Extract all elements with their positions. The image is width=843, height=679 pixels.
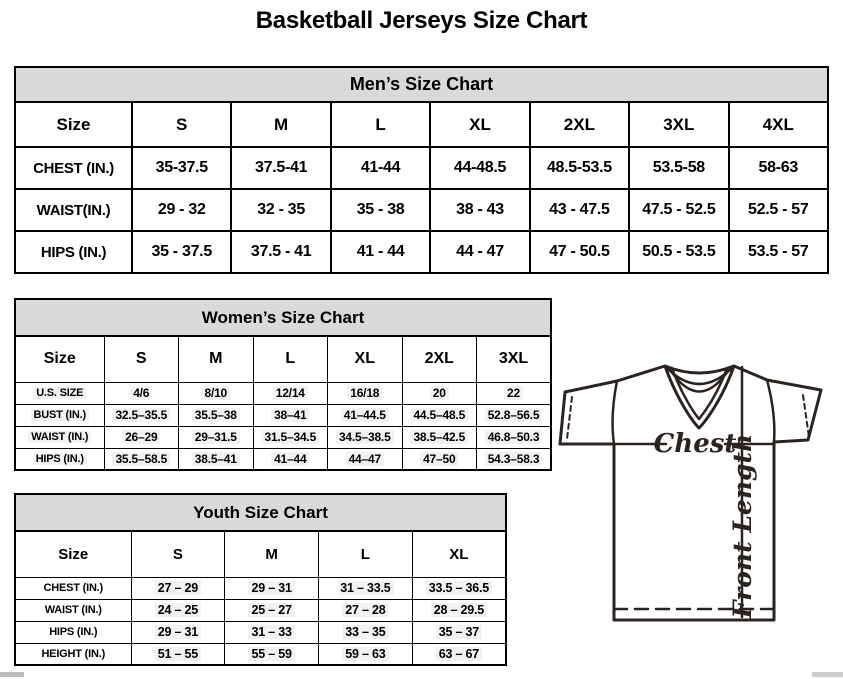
column-header-cell: XL xyxy=(328,336,403,382)
value-text: 29–31.5 xyxy=(192,430,240,444)
row-label-text: U.S. SIZE xyxy=(33,387,86,399)
value-cell: 52.5 - 57 xyxy=(729,189,828,231)
value-text: 44.5–48.5 xyxy=(410,408,468,422)
column-header-cell: S xyxy=(104,336,179,382)
value-cell: 47.5 - 52.5 xyxy=(629,189,728,231)
value-cell xyxy=(477,404,552,426)
jersey-measurement-diagram xyxy=(553,354,840,634)
value-cell xyxy=(412,577,506,599)
value-cell: 44 - 47 xyxy=(430,231,529,273)
table-row xyxy=(15,643,506,665)
value-text: 38–41 xyxy=(271,408,309,422)
row-label-cell: WAIST (IN.) xyxy=(15,599,131,621)
value-cell xyxy=(319,577,413,599)
value-text: 41–44 xyxy=(271,452,309,466)
value-cell xyxy=(412,599,506,621)
value-text: 22 xyxy=(504,386,523,400)
value-text: 27 – 29 xyxy=(155,581,201,595)
column-header-cell: M xyxy=(179,336,254,382)
table-row xyxy=(15,147,828,189)
table-row xyxy=(15,426,551,448)
value-text: 33 – 35 xyxy=(342,625,388,639)
value-text: 34.5–38.5 xyxy=(336,430,394,444)
value-text: 55 – 59 xyxy=(248,647,294,661)
value-cell: 41-44 xyxy=(331,147,430,189)
table-row xyxy=(15,382,551,404)
table-row xyxy=(15,189,828,231)
value-cell xyxy=(319,599,413,621)
column-header-cell: M xyxy=(225,531,319,577)
value-text: 16/18 xyxy=(347,386,382,400)
value-cell xyxy=(131,577,225,599)
size-header-cell: Size xyxy=(15,336,104,382)
value-cell: 47 - 50.5 xyxy=(530,231,629,273)
value-cell: 35-37.5 xyxy=(132,147,231,189)
value-cell: 38 - 43 xyxy=(430,189,529,231)
column-header-cell: XL xyxy=(412,531,506,577)
page-title: Basketball Jerseys Size Chart xyxy=(255,7,588,34)
value-cell xyxy=(328,448,403,470)
value-text: 38.5–41 xyxy=(192,452,240,466)
value-cell: 32 - 35 xyxy=(231,189,330,231)
value-cell: 41 - 44 xyxy=(331,231,430,273)
row-label-cell: HIPS (IN.) xyxy=(15,621,131,643)
value-text: 35.5–38 xyxy=(192,408,240,422)
value-text: 33.5 – 36.5 xyxy=(426,581,492,595)
value-cell xyxy=(104,448,179,470)
row-label-text: WAIST (IN.) xyxy=(28,431,91,443)
horizontal-scrollbar-thumb-left[interactable] xyxy=(0,672,24,677)
value-text: 44–47 xyxy=(346,452,384,466)
right-armhole-seam xyxy=(767,380,774,442)
value-text: 28 – 29.5 xyxy=(431,603,487,617)
column-header-cell: 2XL xyxy=(530,102,629,147)
value-cell: 53.5-58 xyxy=(629,147,728,189)
row-label-cell: CHEST (IN.) xyxy=(15,577,131,599)
row-label-cell xyxy=(15,448,104,470)
column-header-cell: S xyxy=(132,102,231,147)
column-header-row xyxy=(15,531,506,577)
value-cell xyxy=(402,382,477,404)
value-cell xyxy=(328,426,403,448)
column-header-cell: 2XL xyxy=(402,336,477,382)
value-text: 31 – 33.5 xyxy=(337,581,393,595)
value-cell xyxy=(402,404,477,426)
front-length-label: Front Length xyxy=(728,433,757,619)
value-cell: 35 - 38 xyxy=(331,189,430,231)
column-header-row xyxy=(15,102,828,147)
column-header-cell: L xyxy=(253,336,328,382)
value-cell xyxy=(253,426,328,448)
value-cell xyxy=(328,404,403,426)
table-title: Youth Size Chart xyxy=(15,494,506,531)
value-cell: 37.5-41 xyxy=(231,147,330,189)
column-header-row xyxy=(15,336,551,382)
horizontal-scrollbar-thumb-right[interactable] xyxy=(812,672,843,677)
value-cell xyxy=(179,404,254,426)
value-cell xyxy=(412,621,506,643)
table-row xyxy=(15,621,506,643)
size-header-cell: Size xyxy=(15,102,132,147)
vneck-inner-line xyxy=(672,368,727,419)
value-cell xyxy=(179,448,254,470)
table-row xyxy=(15,404,551,426)
value-text: 51 – 55 xyxy=(155,647,201,661)
value-text: 54.3–58.3 xyxy=(485,452,543,466)
chest-label: Chest xyxy=(653,429,737,459)
value-cell xyxy=(402,448,477,470)
column-header-cell: XL xyxy=(430,102,529,147)
value-cell: 37.5 - 41 xyxy=(231,231,330,273)
value-cell xyxy=(319,621,413,643)
table-row xyxy=(15,599,506,621)
left-armhole-seam xyxy=(613,381,617,444)
row-label-cell xyxy=(15,426,104,448)
column-header-cell: S xyxy=(131,531,225,577)
value-cell xyxy=(179,426,254,448)
value-cell: 48.5-53.5 xyxy=(530,147,629,189)
value-text: 35.5–58.5 xyxy=(112,452,170,466)
value-text: 35 – 37 xyxy=(436,625,482,639)
value-cell: 29 - 32 xyxy=(132,189,231,231)
value-cell: 50.5 - 53.5 xyxy=(629,231,728,273)
value-cell xyxy=(253,382,328,404)
value-text: 8/10 xyxy=(201,386,230,400)
table-row xyxy=(15,577,506,599)
value-cell xyxy=(253,404,328,426)
column-header-cell: M xyxy=(231,102,330,147)
value-cell xyxy=(225,621,319,643)
value-text: 63 – 67 xyxy=(436,647,482,661)
mens-size-chart-table xyxy=(14,66,829,274)
value-text: 26–29 xyxy=(122,430,160,444)
value-text: 46.8–50.3 xyxy=(485,430,543,444)
table-title-row xyxy=(15,67,828,102)
row-label-cell: WAIST(IN.) xyxy=(15,189,132,231)
value-text: 27 – 28 xyxy=(342,603,388,617)
value-cell xyxy=(477,382,552,404)
table-title-row xyxy=(15,299,551,336)
column-header-cell: L xyxy=(331,102,430,147)
womens-size-chart-table xyxy=(14,298,552,471)
value-cell: 43 - 47.5 xyxy=(530,189,629,231)
value-cell xyxy=(225,643,319,665)
value-cell xyxy=(179,382,254,404)
table-row xyxy=(15,231,828,273)
value-text: 12/14 xyxy=(273,386,308,400)
value-text: 38.5–42.5 xyxy=(410,430,468,444)
row-label-cell xyxy=(15,382,104,404)
value-cell xyxy=(131,621,225,643)
column-header-cell: L xyxy=(319,531,413,577)
value-text: 29 – 31 xyxy=(155,625,201,639)
value-cell xyxy=(131,599,225,621)
row-label-cell: CHEST (IN.) xyxy=(15,147,132,189)
value-cell xyxy=(319,643,413,665)
value-cell xyxy=(104,382,179,404)
table-title-row xyxy=(15,494,506,531)
value-cell: 58-63 xyxy=(729,147,828,189)
value-text: 25 – 27 xyxy=(248,603,294,617)
right-cuff-dashed-line xyxy=(803,395,809,437)
youth-size-chart-table xyxy=(14,493,507,666)
row-label-cell xyxy=(15,404,104,426)
value-cell xyxy=(328,382,403,404)
value-cell xyxy=(412,643,506,665)
column-header-cell: 3XL xyxy=(629,102,728,147)
value-cell xyxy=(477,426,552,448)
value-text: 32.5–35.5 xyxy=(112,408,170,422)
value-text: 41–44.5 xyxy=(341,408,389,422)
value-cell xyxy=(253,448,328,470)
value-cell xyxy=(225,577,319,599)
left-cuff-dashed-line xyxy=(567,397,572,439)
row-label-text: HIPS (IN.) xyxy=(33,453,87,465)
value-cell: 44-48.5 xyxy=(430,147,529,189)
value-cell xyxy=(104,404,179,426)
column-header-cell: 4XL xyxy=(729,102,828,147)
value-text: 52.8–56.5 xyxy=(485,408,543,422)
value-cell xyxy=(131,643,225,665)
value-cell xyxy=(225,599,319,621)
row-label-cell: HIPS (IN.) xyxy=(15,231,132,273)
value-cell xyxy=(402,426,477,448)
value-text: 31.5–34.5 xyxy=(261,430,319,444)
value-text: 59 – 63 xyxy=(342,647,388,661)
row-label-cell: HEIGHT (IN.) xyxy=(15,643,131,665)
size-header-cell: Size xyxy=(15,531,131,577)
value-cell: 35 - 37.5 xyxy=(132,231,231,273)
table-title: Women’s Size Chart xyxy=(15,299,551,336)
value-cell xyxy=(477,448,552,470)
value-cell xyxy=(104,426,179,448)
value-text: 47–50 xyxy=(420,452,458,466)
jersey-outline-path xyxy=(560,366,821,620)
row-label-text: BUST (IN.) xyxy=(31,409,89,421)
value-text: 29 – 31 xyxy=(248,581,294,595)
column-header-cell: 3XL xyxy=(477,336,552,382)
value-cell: 53.5 - 57 xyxy=(729,231,828,273)
table-title: Men’s Size Chart xyxy=(15,67,828,102)
value-text: 4/6 xyxy=(130,386,152,400)
value-text: 31 – 33 xyxy=(248,625,294,639)
value-text: 24 – 25 xyxy=(155,603,201,617)
value-text: 20 xyxy=(430,386,449,400)
table-row xyxy=(15,448,551,470)
